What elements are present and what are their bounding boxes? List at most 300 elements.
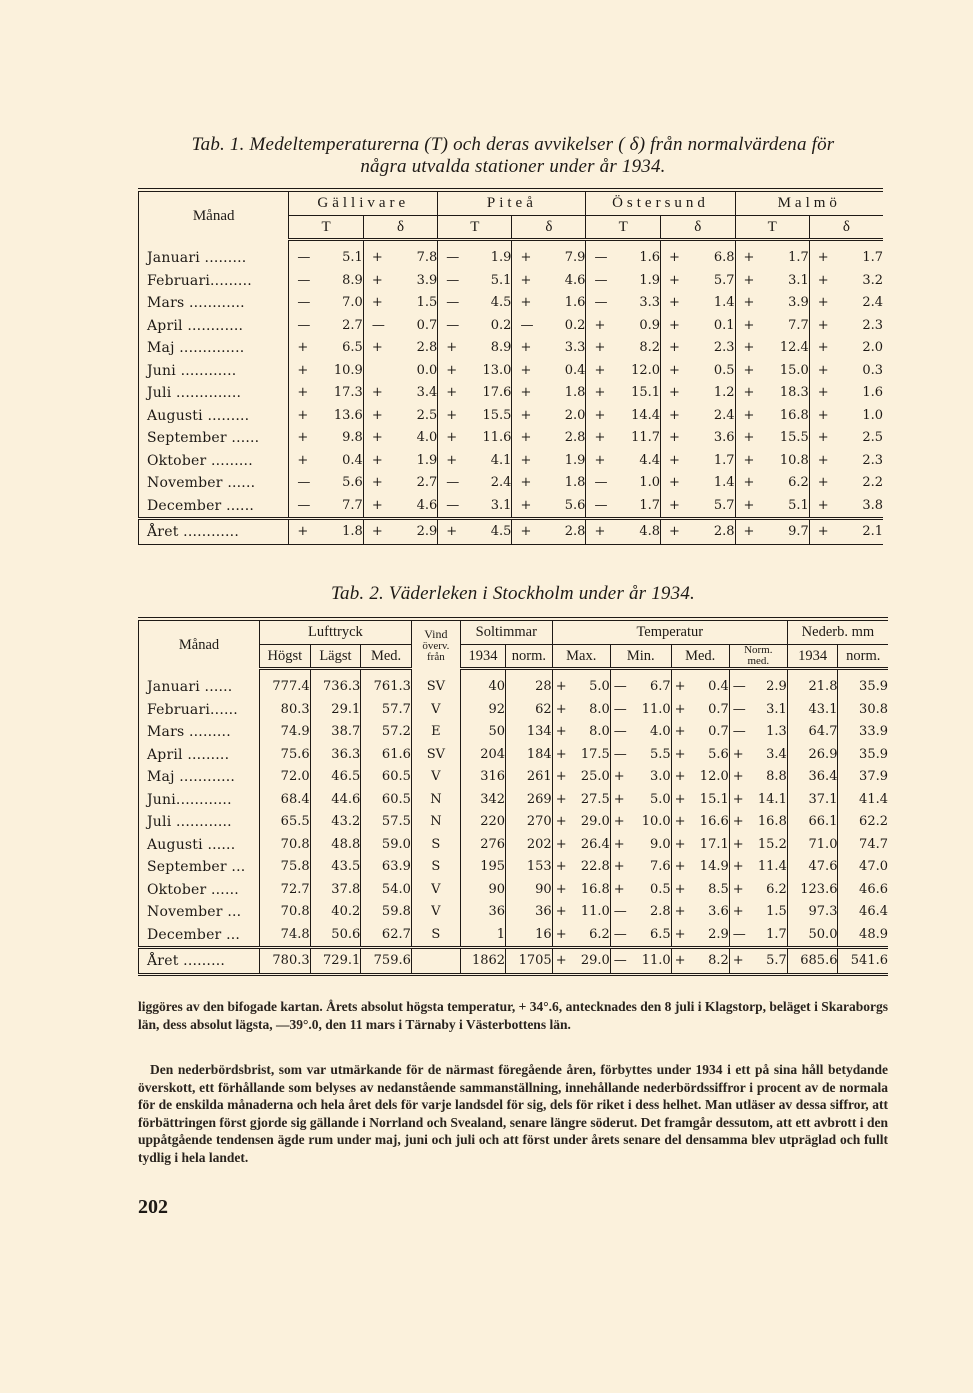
value: 4.1 — [490, 452, 512, 468]
sign: — — [446, 317, 460, 333]
table-row — [139, 924, 889, 948]
value: 8.5 — [708, 881, 729, 897]
sign: + — [817, 430, 829, 446]
month-cell: Mars ......... — [139, 721, 260, 744]
value: 2.9 — [416, 524, 438, 539]
deviation-cell — [809, 450, 883, 473]
temp-norm-mean-cell — [729, 699, 787, 722]
deviation-cell — [512, 337, 586, 360]
temperature-cell — [289, 315, 364, 338]
table2-stockholm-weather — [138, 617, 888, 976]
value: 1.5 — [766, 904, 787, 920]
table-row — [139, 901, 889, 924]
value: 5.5 — [649, 746, 671, 762]
t-header: T — [289, 215, 364, 240]
temperature-cell — [438, 472, 512, 495]
value: 18.3 — [779, 385, 809, 401]
tmed-header: Med. — [671, 644, 729, 669]
sun-1934-cell: 342 — [460, 789, 505, 812]
value: 8.9 — [342, 272, 363, 288]
sign: + — [817, 407, 829, 423]
sign: + — [520, 295, 532, 311]
sun-1934-cell: 1862 — [460, 948, 505, 975]
sign: + — [732, 791, 744, 807]
value: 9.0 — [649, 836, 671, 852]
deviation-cell — [809, 472, 883, 495]
value: 3.1 — [788, 272, 809, 288]
deviation-cell — [512, 382, 586, 405]
value: 5.6 — [708, 746, 729, 762]
sign: + — [669, 295, 680, 311]
sign: + — [520, 475, 532, 491]
sign: + — [817, 317, 829, 333]
pressure-low-cell: 38.7 — [310, 721, 361, 744]
temperature-cell — [438, 337, 512, 360]
table2-caption: Tab. 2. Väderleken i Stockholm under år 1934. — [331, 583, 695, 604]
sign: — — [613, 953, 627, 968]
pressure-mean-cell: 761.3 — [361, 669, 412, 699]
sign: + — [817, 452, 829, 468]
total-row — [139, 519, 884, 545]
precip-norm-cell: 46.4 — [838, 901, 888, 924]
sign: + — [555, 679, 567, 695]
temp-norm-mean-cell — [729, 901, 787, 924]
temp-min-cell — [610, 811, 671, 834]
sun-1934-cell: 36 — [460, 901, 505, 924]
sign: — — [594, 475, 608, 491]
value: 0.1 — [713, 317, 735, 333]
sun-1934-cell: 204 — [460, 744, 505, 767]
temp-norm-mean-cell — [729, 879, 787, 902]
sun-norm-cell: 90 — [506, 879, 553, 902]
value: 7.7 — [788, 317, 809, 333]
table-row — [139, 270, 884, 293]
value: 17.6 — [482, 385, 512, 401]
sun-norm-cell: 1705 — [506, 948, 553, 975]
table-row — [139, 856, 889, 879]
value: 3.3 — [639, 295, 661, 311]
pressure-low-cell: 43.5 — [310, 856, 361, 879]
deviation-cell — [809, 382, 883, 405]
table-row — [139, 879, 889, 902]
temperature-cell — [289, 472, 364, 495]
value: 2.1 — [862, 524, 883, 539]
sign: — — [297, 475, 311, 491]
wind-cell: SV — [411, 744, 460, 767]
sign: — — [297, 317, 311, 333]
sign: + — [817, 475, 829, 491]
sign: + — [669, 385, 680, 401]
sign: + — [371, 452, 383, 468]
temp-min-cell — [610, 924, 671, 948]
table1-month-header: Månad — [139, 190, 289, 240]
deviation-cell — [661, 427, 735, 450]
sign: + — [555, 859, 567, 875]
table-row — [139, 495, 884, 519]
sign: + — [817, 250, 829, 266]
deviation-cell — [809, 495, 883, 519]
temp-max-cell — [552, 924, 610, 948]
temperature-cell — [289, 240, 364, 270]
sign: + — [594, 317, 606, 333]
value: 0.7 — [708, 724, 729, 740]
month-cell: Oktober ...... — [139, 879, 260, 902]
max-header: Max. — [552, 644, 610, 669]
sign: + — [674, 926, 686, 942]
sun-norm-cell: 28 — [506, 669, 553, 699]
temperature-cell — [289, 495, 364, 519]
sign: + — [520, 340, 532, 356]
temperature-cell — [586, 337, 661, 360]
temperature-cell — [735, 240, 809, 270]
value: 0.2 — [564, 317, 586, 333]
sun-1934-cell: 92 — [460, 699, 505, 722]
value: 14.1 — [757, 791, 787, 807]
precip-1934-cell: 37.1 — [787, 789, 838, 812]
sign: — — [732, 679, 746, 695]
sign: + — [743, 272, 755, 288]
temp-min-cell — [610, 669, 671, 699]
temperatur-header: Temperatur — [552, 619, 787, 644]
sun-1934-cell: 316 — [460, 766, 505, 789]
sign: + — [669, 497, 680, 513]
sign: + — [817, 272, 829, 288]
value: 5.1 — [788, 497, 809, 513]
value: 3.0 — [649, 769, 671, 785]
value: 4.5 — [490, 295, 512, 311]
sign: + — [732, 953, 744, 968]
value: 9.8 — [342, 430, 363, 446]
value: 10.8 — [779, 452, 809, 468]
value: 0.4 — [708, 679, 729, 695]
temperature-cell — [735, 495, 809, 519]
value: 1.6 — [639, 250, 661, 266]
value: 1.9 — [564, 452, 586, 468]
sign: + — [743, 430, 755, 446]
sign: + — [674, 769, 686, 785]
sign: — — [297, 250, 311, 266]
month-cell: April ......... — [139, 744, 260, 767]
deviation-cell — [661, 270, 735, 293]
precip-norm-cell: 33.9 — [838, 721, 888, 744]
value: 1.0 — [639, 475, 661, 491]
pressure-mean-cell: 63.9 — [361, 856, 412, 879]
sign: + — [555, 904, 567, 920]
sign: + — [743, 295, 755, 311]
sign: + — [446, 340, 458, 356]
sign: + — [446, 524, 458, 539]
value: 11.0 — [641, 701, 671, 717]
wind-cell: S — [411, 924, 460, 948]
sign: + — [297, 385, 309, 401]
sign: — — [297, 497, 311, 513]
value: 13.0 — [482, 362, 512, 378]
sign: + — [674, 814, 686, 830]
precip-norm-cell: 30.8 — [838, 699, 888, 722]
temperature-cell — [289, 382, 364, 405]
value: 3.4 — [766, 746, 787, 762]
value: 4.8 — [639, 524, 661, 539]
temp-mean-cell — [671, 924, 729, 948]
temp-norm-mean-cell — [729, 948, 787, 975]
value: 7.6 — [649, 859, 671, 875]
month-cell: Juli .............. — [139, 382, 289, 405]
deviation-cell — [661, 382, 735, 405]
value: 26.4 — [580, 836, 610, 852]
t-header: T — [438, 215, 512, 240]
sign: + — [817, 385, 829, 401]
deviation-cell — [512, 472, 586, 495]
deviation-cell — [363, 240, 437, 270]
sign: + — [594, 407, 606, 423]
value: 17.3 — [333, 385, 363, 401]
temp-norm-mean-cell — [729, 766, 787, 789]
deviation-cell — [512, 405, 586, 428]
table-row — [139, 721, 889, 744]
value: 16.8 — [779, 407, 809, 423]
temp-min-cell — [610, 948, 671, 975]
temperature-cell — [735, 337, 809, 360]
sign: + — [297, 340, 309, 356]
value: 15.0 — [779, 362, 809, 378]
pressure-high-cell: 72.7 — [260, 879, 311, 902]
precip-norm-cell: 541.6 — [838, 948, 888, 975]
table-row — [139, 427, 884, 450]
sign: + — [743, 452, 755, 468]
value: 10.0 — [641, 814, 671, 830]
temp-norm-mean-cell — [729, 834, 787, 857]
value: 1.9 — [639, 272, 661, 288]
temperature-cell — [438, 450, 512, 473]
value: 29.0 — [580, 953, 610, 968]
deviation-cell — [661, 450, 735, 473]
sign: + — [371, 524, 383, 539]
temp-min-cell — [610, 766, 671, 789]
month-cell: Augusti ......... — [139, 405, 289, 428]
value: 0.2 — [490, 317, 512, 333]
vind-header-line2: överv. — [422, 639, 450, 652]
pressure-low-cell: 43.2 — [310, 811, 361, 834]
value: 15.1 — [699, 791, 729, 807]
sign: + — [555, 814, 567, 830]
sign: + — [594, 385, 606, 401]
value: 5.6 — [342, 475, 363, 491]
value: 2.4 — [713, 407, 735, 423]
deviation-cell — [363, 382, 437, 405]
precip-1934-cell: 47.6 — [787, 856, 838, 879]
temperature-cell — [438, 360, 512, 383]
temperature-cell — [735, 292, 809, 315]
precip-1934-cell: 123.6 — [787, 879, 838, 902]
sign: + — [743, 475, 755, 491]
sign: + — [371, 407, 383, 423]
temp-norm-mean-cell — [729, 789, 787, 812]
wind-cell: S — [411, 856, 460, 879]
wind-cell: E — [411, 721, 460, 744]
value: 0.4 — [564, 362, 586, 378]
temp-max-cell — [552, 948, 610, 975]
value: 3.3 — [564, 340, 586, 356]
value: 3.4 — [416, 385, 438, 401]
month-cell: Året ............ — [139, 519, 289, 545]
sign: + — [555, 769, 567, 785]
value: 0.4 — [342, 452, 363, 468]
value: 2.8 — [416, 340, 438, 356]
temperature-cell — [735, 315, 809, 338]
month-cell: November ...... — [139, 472, 289, 495]
table-row — [139, 699, 889, 722]
temp-mean-cell — [671, 766, 729, 789]
temp-mean-cell — [671, 789, 729, 812]
deviation-cell — [661, 337, 735, 360]
paragraph-2: Den nederbördsbrist, som var utmärkande för de närmast föregående åren, förbyttes under 1934 i ett på sina håll betydande överskott, ett förhållande som belyses av nedanstående sammanställning, innehållande nederbördssiffror i procent av de normala för de enskilda månaderna och hela året dels för varje landsdel för sig, dels för riket i dess helhet. Man utläser av dessa siffror, att förbättringen först gjorde sig gällande i Norrland och Svealand, senare längre söderut. Det framgår dessutom, att ett avbrott i den uppåtgående tendensen ägde rum under maj, juni och juli och att först under årets senare del densamma blev utpräglad och fullt tydlig i hela landet. — [138, 1062, 888, 1165]
sign: — — [732, 724, 746, 740]
value: 0.5 — [713, 362, 735, 378]
sign: + — [674, 791, 686, 807]
pressure-low-cell: 37.8 — [310, 879, 361, 902]
temp-min-cell — [610, 699, 671, 722]
value: 0.5 — [649, 881, 671, 897]
value: 8.8 — [766, 769, 787, 785]
precip-1934-cell: 26.9 — [787, 744, 838, 767]
sign: + — [297, 452, 309, 468]
value: 1.0 — [862, 407, 883, 423]
sign: + — [520, 385, 532, 401]
vind-header — [411, 619, 460, 669]
value: 13.6 — [333, 407, 363, 423]
sign: + — [520, 497, 532, 513]
deviation-cell — [363, 519, 437, 545]
sun-norm-cell: 153 — [506, 856, 553, 879]
pressure-high-cell: 68.4 — [260, 789, 311, 812]
temp-min-cell — [610, 744, 671, 767]
precip-norm-cell: 41.4 — [838, 789, 888, 812]
pressure-mean-cell: 759.6 — [361, 948, 412, 975]
value: 8.2 — [708, 953, 729, 968]
precip-1934-cell: 97.3 — [787, 901, 838, 924]
sign: + — [446, 452, 458, 468]
sign: + — [371, 430, 383, 446]
table-row — [139, 811, 889, 834]
sign: + — [674, 953, 686, 968]
value: 22.8 — [580, 859, 610, 875]
temp-norm-mean-cell — [729, 811, 787, 834]
temp-max-cell — [552, 811, 610, 834]
sun-1934-cell: 1 — [460, 924, 505, 948]
wind-cell: SV — [411, 669, 460, 699]
norm-med-line2: med. — [747, 654, 770, 667]
temperature-cell — [735, 427, 809, 450]
temperature-cell — [438, 270, 512, 293]
sign: + — [594, 362, 606, 378]
value: 1.6 — [862, 385, 883, 401]
month-cell: December ...... — [139, 495, 289, 519]
sign: + — [613, 859, 625, 875]
min-header: Min. — [610, 644, 671, 669]
deviation-cell — [363, 472, 437, 495]
sign: + — [371, 340, 383, 356]
sign: — — [446, 497, 460, 513]
deviation-cell — [809, 240, 883, 270]
table2-month-header: Månad — [139, 619, 260, 669]
deviation-cell — [809, 405, 883, 428]
wind-cell: N — [411, 789, 460, 812]
sign: + — [371, 295, 383, 311]
norm-med-header — [729, 644, 787, 669]
table1-caption — [138, 134, 888, 178]
hogst-header: Högst — [260, 644, 311, 669]
temp-mean-cell — [671, 811, 729, 834]
value: 4.0 — [649, 724, 671, 740]
pressure-mean-cell: 57.7 — [361, 699, 412, 722]
precip-1934-cell: 36.4 — [787, 766, 838, 789]
temperature-cell — [438, 519, 512, 545]
value: 5.0 — [589, 679, 610, 695]
pressure-high-cell: 75.8 — [260, 856, 311, 879]
value: 10.9 — [333, 362, 363, 378]
value: 0.9 — [639, 317, 661, 333]
pressure-low-cell: 50.6 — [310, 924, 361, 948]
value: 2.3 — [713, 340, 735, 356]
value: 2.7 — [342, 317, 363, 333]
deviation-cell — [512, 427, 586, 450]
deviation-cell — [661, 495, 735, 519]
value: 1.9 — [416, 452, 438, 468]
pressure-mean-cell: 61.6 — [361, 744, 412, 767]
sign: + — [555, 791, 567, 807]
wind-cell: V — [411, 766, 460, 789]
total-row — [139, 948, 889, 975]
temp-max-cell — [552, 856, 610, 879]
precip-1934-cell: 685.6 — [787, 948, 838, 975]
sign: + — [594, 430, 606, 446]
table-row — [139, 292, 884, 315]
sign: + — [743, 497, 755, 513]
temp-min-cell — [610, 721, 671, 744]
deviation-cell — [512, 495, 586, 519]
value: 6.2 — [788, 475, 809, 491]
value: 1.8 — [564, 385, 586, 401]
month-cell: Maj ............ — [139, 766, 260, 789]
value: 2.3 — [862, 452, 883, 468]
value: 6.5 — [649, 926, 671, 942]
value: 27.5 — [580, 791, 610, 807]
sign: + — [743, 362, 755, 378]
sign: + — [674, 724, 686, 740]
pressure-high-cell: 74.8 — [260, 924, 311, 948]
value: 25.0 — [580, 769, 610, 785]
temp-min-cell — [610, 834, 671, 857]
temperature-cell — [289, 450, 364, 473]
sign: — — [613, 679, 627, 695]
sign: — — [594, 295, 608, 311]
sun-1934-cell: 220 — [460, 811, 505, 834]
value: 3.9 — [416, 272, 438, 288]
temperature-cell — [438, 495, 512, 519]
value: 2.3 — [862, 317, 883, 333]
sign: — — [446, 250, 460, 266]
value: 1.3 — [766, 724, 787, 740]
deviation-cell — [661, 360, 735, 383]
value: 8.0 — [589, 724, 610, 740]
temperature-cell — [586, 450, 661, 473]
sign: + — [732, 836, 744, 852]
sign: + — [674, 881, 686, 897]
sun-norm-cell: 134 — [506, 721, 553, 744]
precip-1934-cell: 21.8 — [787, 669, 838, 699]
value: 11.7 — [631, 430, 661, 446]
precip-norm-cell: 74.7 — [838, 834, 888, 857]
